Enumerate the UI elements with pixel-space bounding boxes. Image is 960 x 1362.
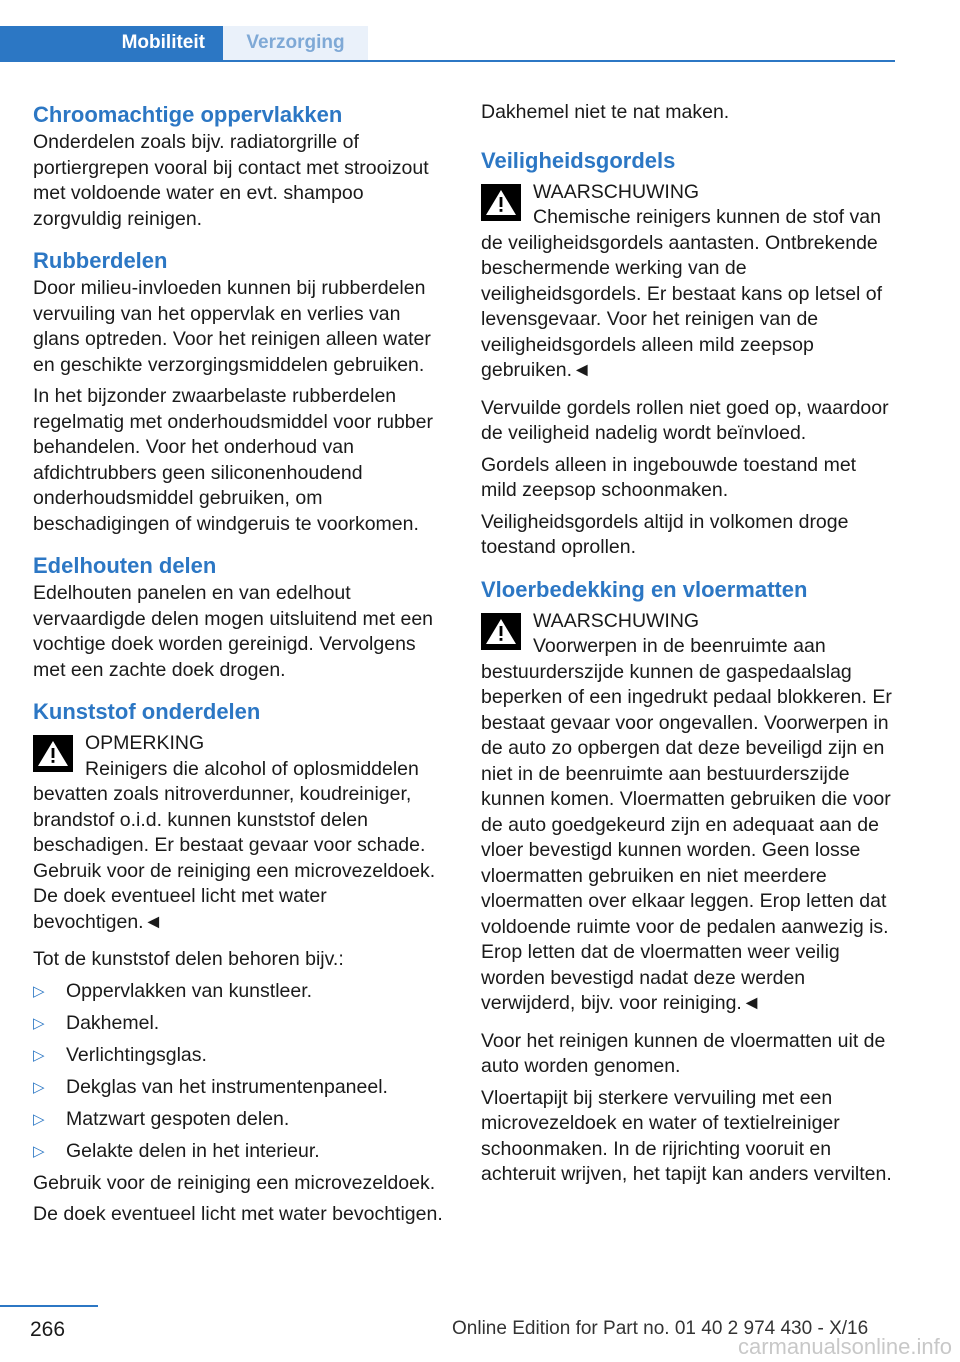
triangle-bullet-icon: ▷ — [33, 1014, 45, 1032]
list-item — [33, 1139, 448, 1165]
tab-verzorging[interactable]: Verzorging — [223, 26, 368, 60]
warning-text: Voorwerpen in de beenruimte aan bestuurderszijde kunnen de gaspedaalslag beperken of een ingedrukt pedaal blokkeren. Er bestaat gevaar voor ongevallen. Voorwerpen in de auto zo opbergen dat deze beveiligd zijn en niet in de beenruimte aan bestuurderszijde kunnen komen. Vloermatten gebruiken die voor de auto goedgekeurd zijn en adequaat aan de vloer bevestigd kunnen worden. Geen losse vloermatten gebruiken en niet meerdere vloermatten over elkaar leggen. Erop letten dat voldoende ruimte voor de pedalen aanwezig is. Erop letten dat de vloermatten weer veilig worden bevestigd nadat deze werden verwijderd, bijv. voor reiniging.◄ — [481, 635, 892, 1014]
warning-title: WAARSCHUWING — [533, 180, 700, 203]
paragraph: Veiligheidsgordels altijd in volkomen droge toestand oprollen. — [481, 510, 849, 558]
section-kunststof — [33, 697, 448, 1228]
footer-rule — [0, 1305, 98, 1307]
triangle-bullet-icon: ▷ — [33, 982, 45, 1000]
heading-vloer: Vloerbedekking en vloermatten — [481, 576, 808, 602]
paragraph: Vloertapijt bij sterkere vervuiling met een microvezeldoek en water of textielreiniger schoonmaken. In de rijrichting vooruit en achteruit wrijven, het tapijt kan anders vervilten. — [481, 1086, 892, 1185]
header-rule — [0, 60, 895, 62]
paragraph: Gebruik voor de reiniging een microvezeldoek. — [33, 1171, 436, 1194]
list-item-text: Oppervlakken van kunstleer. — [66, 979, 313, 1002]
right-column — [481, 100, 896, 1194]
section-vloer — [481, 575, 896, 1188]
heading-chroom: Chroomachtige oppervlakken — [33, 102, 343, 127]
list-item — [33, 1107, 448, 1133]
warning-text: Chemische reinigers kunnen de stof van de veiligheidsgordels aantasten. Ontbrekende beschermende werking van de veiligheidsgordels. Er bestaat kans op letsel of levensgevaar. Voor het reinigen van de veiligheidsgordels alleen mild zeepsop gebruiken.◄ — [481, 206, 883, 381]
note-text: Reinigers die alcohol of oplosmiddelen bevatten zoals nitroverdunner, koudreiniger, brandstof o.i.d. kunnen kunststof delen beschadigen. Er bestaat gevaar voor schade. Gebruik voor de reiniging een microvezeldoek. De doek eventueel licht met water bevochtigen.◄ — [33, 757, 436, 933]
triangle-bullet-icon: ▷ — [33, 1046, 45, 1064]
warning-block — [481, 180, 896, 384]
tab-mobiliteit-label: Mobiliteit — [121, 32, 205, 53]
triangle-bullet-icon: ▷ — [33, 1110, 45, 1128]
paragraph: Door milieu-invloeden kunnen bij rubberdelen vervuiling van het oppervlak en verlies van glans optreden. Voor het reinigen alleen water en geschikte verzorgingsmiddelen gebruiken. — [33, 277, 431, 376]
list-item-text: Dekglas van het instrumentenpaneel. — [66, 1075, 388, 1098]
paragraph: Voor het reinigen kunnen de vloermatten uit de auto worden genomen. — [481, 1029, 886, 1077]
list-item — [33, 1043, 448, 1069]
warning-block — [481, 609, 896, 1017]
left-column — [33, 100, 448, 1234]
paragraph: Vervuilde gordels rollen niet goed op, waardoor de veiligheid nadelig wordt beïnvloed. — [481, 396, 889, 444]
note-block — [33, 731, 448, 935]
heading-edelhout: Edelhouten delen — [33, 553, 217, 578]
list-item — [33, 1075, 448, 1101]
triangle-bullet-icon: ▷ — [33, 1078, 45, 1096]
warning-triangle-icon — [481, 613, 521, 650]
plastic-parts-list — [33, 979, 448, 1165]
list-item-text: Verlichtingsglas. — [66, 1043, 207, 1066]
section-gordels — [481, 146, 896, 561]
warning-triangle-icon — [33, 735, 73, 772]
list-item — [33, 1011, 448, 1037]
paragraph: De doek eventueel licht met water bevochtigen. — [33, 1203, 443, 1225]
list-item-text: Gelakte delen in het interieur. — [66, 1139, 320, 1162]
paragraph: Tot de kunststof delen behoren bijv.: — [33, 948, 344, 970]
list-item-text: Dakhemel. — [66, 1011, 160, 1034]
list-item — [33, 979, 448, 1005]
paragraph: Gordels alleen in ingebouwde toestand met mild zeepsop schoonmaken. — [481, 453, 857, 501]
warning-triangle-icon — [481, 184, 521, 221]
warning-title: WAARSCHUWING — [533, 609, 700, 632]
paragraph: In het bijzonder zwaarbelaste rubberdelen regelmatig met onderhoudsmiddel voor rubber behandelen. Voor het onderhoud van afdichtrubbers geen siliconenhoudend onderhoudsmiddel gebruiken, om beschadigingen of windgeruis te voorkomen. — [33, 385, 433, 535]
paragraph: Dakhemel niet te nat maken. — [481, 101, 730, 123]
heading-kunststof: Kunststof onderdelen — [33, 699, 261, 724]
heading-gordels: Veiligheidsgordels — [481, 147, 676, 173]
edition-label: Online Edition for Part no. 01 40 2 974 430 - X/16 — [452, 1318, 869, 1339]
section-rubber — [33, 246, 448, 537]
paragraph: Onderdelen zoals bijv. radiatorgrille of portiergrepen vooral bij contact met strooizout met voldoende water en evt. shampoo zorgvuldig reinigen. — [33, 131, 429, 230]
note-title: OPMERKING — [85, 732, 205, 754]
section-chroom — [33, 100, 448, 232]
tab-mobiliteit[interactable] — [0, 26, 223, 60]
triangle-bullet-icon: ▷ — [33, 1142, 45, 1160]
list-item-text: Matzwart gespoten delen. — [66, 1107, 290, 1130]
section-edelhout — [33, 551, 448, 683]
page-number: 266 — [30, 1318, 66, 1341]
watermark: carmanualsonline.info — [737, 1334, 952, 1359]
paragraph: Edelhouten panelen en van edelhout vervaardigde delen mogen uitsluitend met een vochtige doek worden gereinigd. Vervolgens met een zachte doek drogen. — [33, 582, 434, 681]
chapter-tab-bar — [0, 26, 895, 62]
heading-rubber: Rubberdelen — [33, 248, 168, 273]
